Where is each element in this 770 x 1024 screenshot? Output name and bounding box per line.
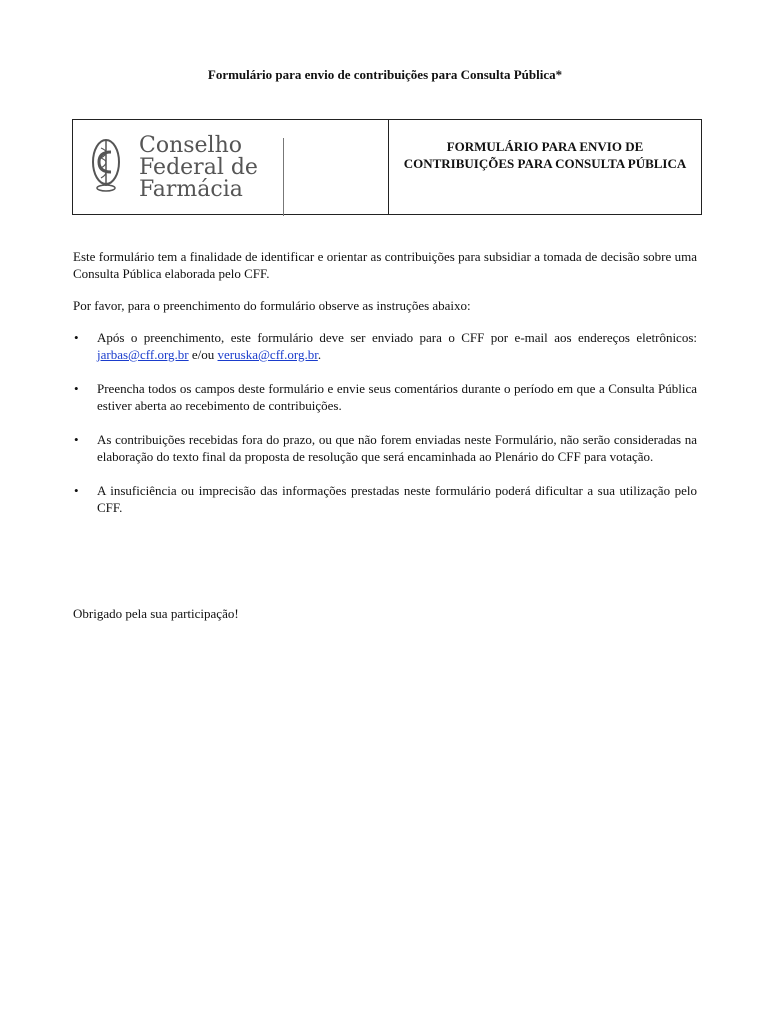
- bullet-icon: •: [74, 330, 79, 345]
- logo-line: Farmácia: [139, 177, 243, 202]
- list-item: [73, 329, 697, 363]
- logo-line: Federal de: [139, 155, 258, 180]
- intro-paragraph: Este formulário tem a finalidade de identificar e orientar as contribuições para subsidiar a tomada de decisão sobre uma Consulta Pública elaborada pelo CFF.: [73, 249, 697, 281]
- list-item: [73, 482, 697, 516]
- bullet-text: Preencha todos os campos deste formulário e envie seus comentários durante o período em que a Consulta Pública estiver aberta ao recebimento de contribuições.: [97, 381, 697, 413]
- bullet-text: As contribuições recebidas fora do prazo, ou que não forem enviadas neste Formulário, não serão consideradas na elaboração do texto final da proposta de resolução que será encaminhada ao Plenário do CFF para votação.: [97, 432, 697, 464]
- bullet-icon: •: [74, 432, 79, 447]
- header-box: [72, 119, 702, 215]
- bullet-icon: •: [74, 483, 79, 498]
- header-heading-cell: [389, 120, 701, 214]
- logo-cell: [73, 120, 389, 214]
- list-item: [73, 380, 697, 414]
- bullet-text: e/ou: [188, 347, 218, 362]
- cff-logo: [89, 130, 289, 206]
- closing-text: Obrigado pela sua participação!: [73, 606, 239, 621]
- bullet-text: Após o preenchimento, este formulário deve ser enviado para o CFF por e-mail aos endereços eletrônicos:: [97, 330, 697, 345]
- instructions-body: [73, 248, 697, 533]
- instructions-lead: Por favor, para o preenchimento do formulário observe as instruções abaixo:: [73, 298, 471, 313]
- page-title: Formulário para envio de contribuições para Consulta Pública*: [207, 67, 563, 82]
- cff-seal-icon: [89, 130, 129, 206]
- logo-wordmark: [139, 135, 258, 201]
- bullet-icon: •: [74, 381, 79, 396]
- bullet-text: A insuficiência ou imprecisão das informações prestadas neste formulário poderá dificultar a sua utilização pelo CFF.: [97, 483, 697, 515]
- logo-divider: [283, 138, 284, 216]
- email-link-jarbas[interactable]: jarbas@cff.org.br: [97, 347, 189, 362]
- instruction-list: [73, 329, 697, 516]
- bullet-text: .: [317, 347, 322, 362]
- logo-line: Conselho: [139, 133, 243, 158]
- header-heading: FORMULÁRIO PARA ENVIO DE CONTRIBUIÇÕES PARA CONSULTA PÚBLICA: [403, 139, 687, 171]
- email-link-veruska[interactable]: veruska@cff.org.br: [217, 347, 318, 362]
- list-item: [73, 431, 697, 465]
